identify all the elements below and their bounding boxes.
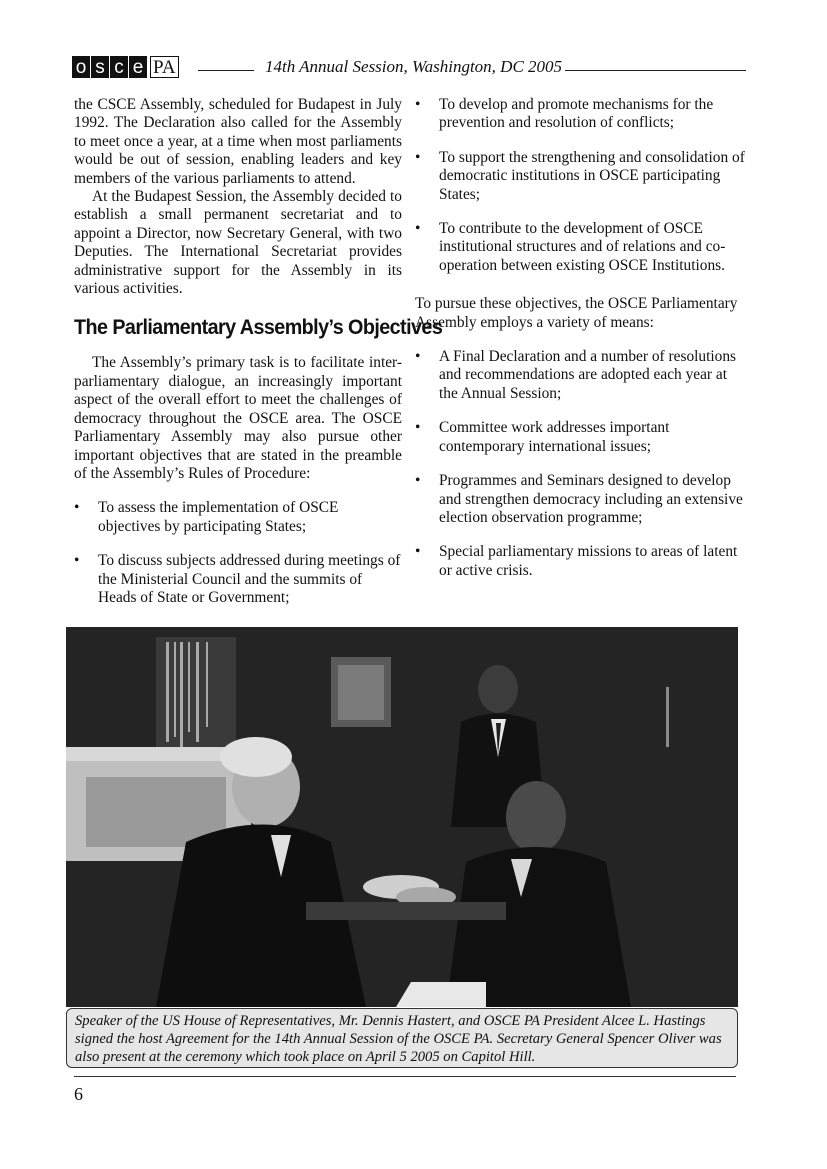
ceremony-photo xyxy=(66,627,738,1007)
list-item-text: To support the strengthening and consolidation of democratic institutions in OSCE participating States; xyxy=(439,148,745,203)
list-item xyxy=(415,348,745,403)
list-item-text: Programmes and Seminars designed to develop and strengthen democracy including an extensive election observation programme; xyxy=(439,472,743,526)
running-title: 14th Annual Session, Washington, DC 2005 xyxy=(265,57,563,76)
list-item xyxy=(415,149,745,204)
logo-letter-s: s xyxy=(91,56,109,78)
bullet-icon: • xyxy=(415,96,421,113)
list-item-text: To develop and promote mechanisms for the prevention and resolution of conflicts; xyxy=(439,96,714,132)
logo-letter-o: o xyxy=(72,56,90,78)
list-item xyxy=(74,552,402,607)
section-heading: The Parliamentary Assembly’s Objectives xyxy=(74,316,443,340)
bullet-icon: • xyxy=(415,148,421,166)
header-rule-left xyxy=(198,70,254,71)
right-column xyxy=(415,96,745,580)
list-item-text: To contribute to the development of OSCE institutional structures and of relations and co-operation between existing OSCE Institutions. xyxy=(439,220,726,274)
list-item xyxy=(415,543,745,580)
list-item xyxy=(415,220,745,275)
objectives-continued-list xyxy=(415,96,745,275)
bullet-icon: • xyxy=(415,220,421,238)
header-rule-right xyxy=(565,70,746,71)
logo-letter-e: e xyxy=(129,56,147,78)
list-item-text: To assess the implementation of OSCE objectives by participating States; xyxy=(98,499,339,535)
logo-pa: PA xyxy=(150,56,179,78)
list-item-text: To discuss subjects addressed during meetings of the Ministerial Council and the summits of Heads of State or Government; xyxy=(98,552,401,606)
list-item-text: Special parliamentary missions to areas of latent or active crisis. xyxy=(439,543,738,579)
osce-pa-logo xyxy=(72,56,179,78)
bullet-icon: • xyxy=(74,552,80,570)
logo-letter-c: c xyxy=(110,56,128,78)
means-list xyxy=(415,348,745,580)
task-paragraph: The Assembly’s primary task is to facilitate inter-parliamentary dialogue, an increasingly important aspect of the overall effort to meet the challenges of democracy throughout the OSCE area. The OSCE Parliamentary Assembly may also pursue other important objectives that are stated in the preamble of the Assembly’s Rules of Procedure: xyxy=(74,354,402,482)
budapest-paragraph: At the Budapest Session, the Assembly decided to establish a small permanent secretariat and to appoint a Director, now Secretary General, with two Deputies. The International Secretariat provides administrative support for the Assembly in its various activities. xyxy=(74,188,402,298)
intro-paragraph: the CSCE Assembly, scheduled for Budapest in July 1992. The Declaration also called for the Assembly to meet once a year, at a time when most parliaments would be out of session, enabling leaders and key members of the various parliaments to attend. xyxy=(74,96,402,187)
list-item-text: Committee work addresses important contemporary international issues; xyxy=(439,419,670,455)
left-column xyxy=(74,96,443,607)
means-paragraph: To pursue these objectives, the OSCE Parliamentary Assembly employs a variety of means: xyxy=(415,295,738,331)
bullet-icon: • xyxy=(415,543,421,561)
bullet-icon: • xyxy=(415,472,421,490)
bullet-icon: • xyxy=(415,419,421,437)
ceremony-photo-illustration xyxy=(66,627,738,1007)
bullet-icon: • xyxy=(415,348,421,366)
list-item xyxy=(415,419,745,456)
list-item xyxy=(415,472,745,527)
page-header xyxy=(72,54,746,80)
list-item xyxy=(415,96,745,133)
footer-rule xyxy=(74,1076,736,1077)
photo-caption: Speaker of the US House of Representatives, Mr. Dennis Hastert, and OSCE PA President Alcee L. Hastings signed the host Agreement for the 14th Annual Session of the OSCE PA. Secretary General Spencer Oliver was also present at the ceremony which took place on April 5 2005 on Capitol Hill. xyxy=(66,1008,738,1068)
list-item xyxy=(74,499,402,536)
bullet-icon: • xyxy=(74,499,80,517)
objectives-list xyxy=(74,499,402,607)
list-item-text: A Final Declaration and a number of resolutions and recommendations are adopted each year at the Annual Session; xyxy=(439,348,737,402)
page-number: 6 xyxy=(74,1084,83,1104)
